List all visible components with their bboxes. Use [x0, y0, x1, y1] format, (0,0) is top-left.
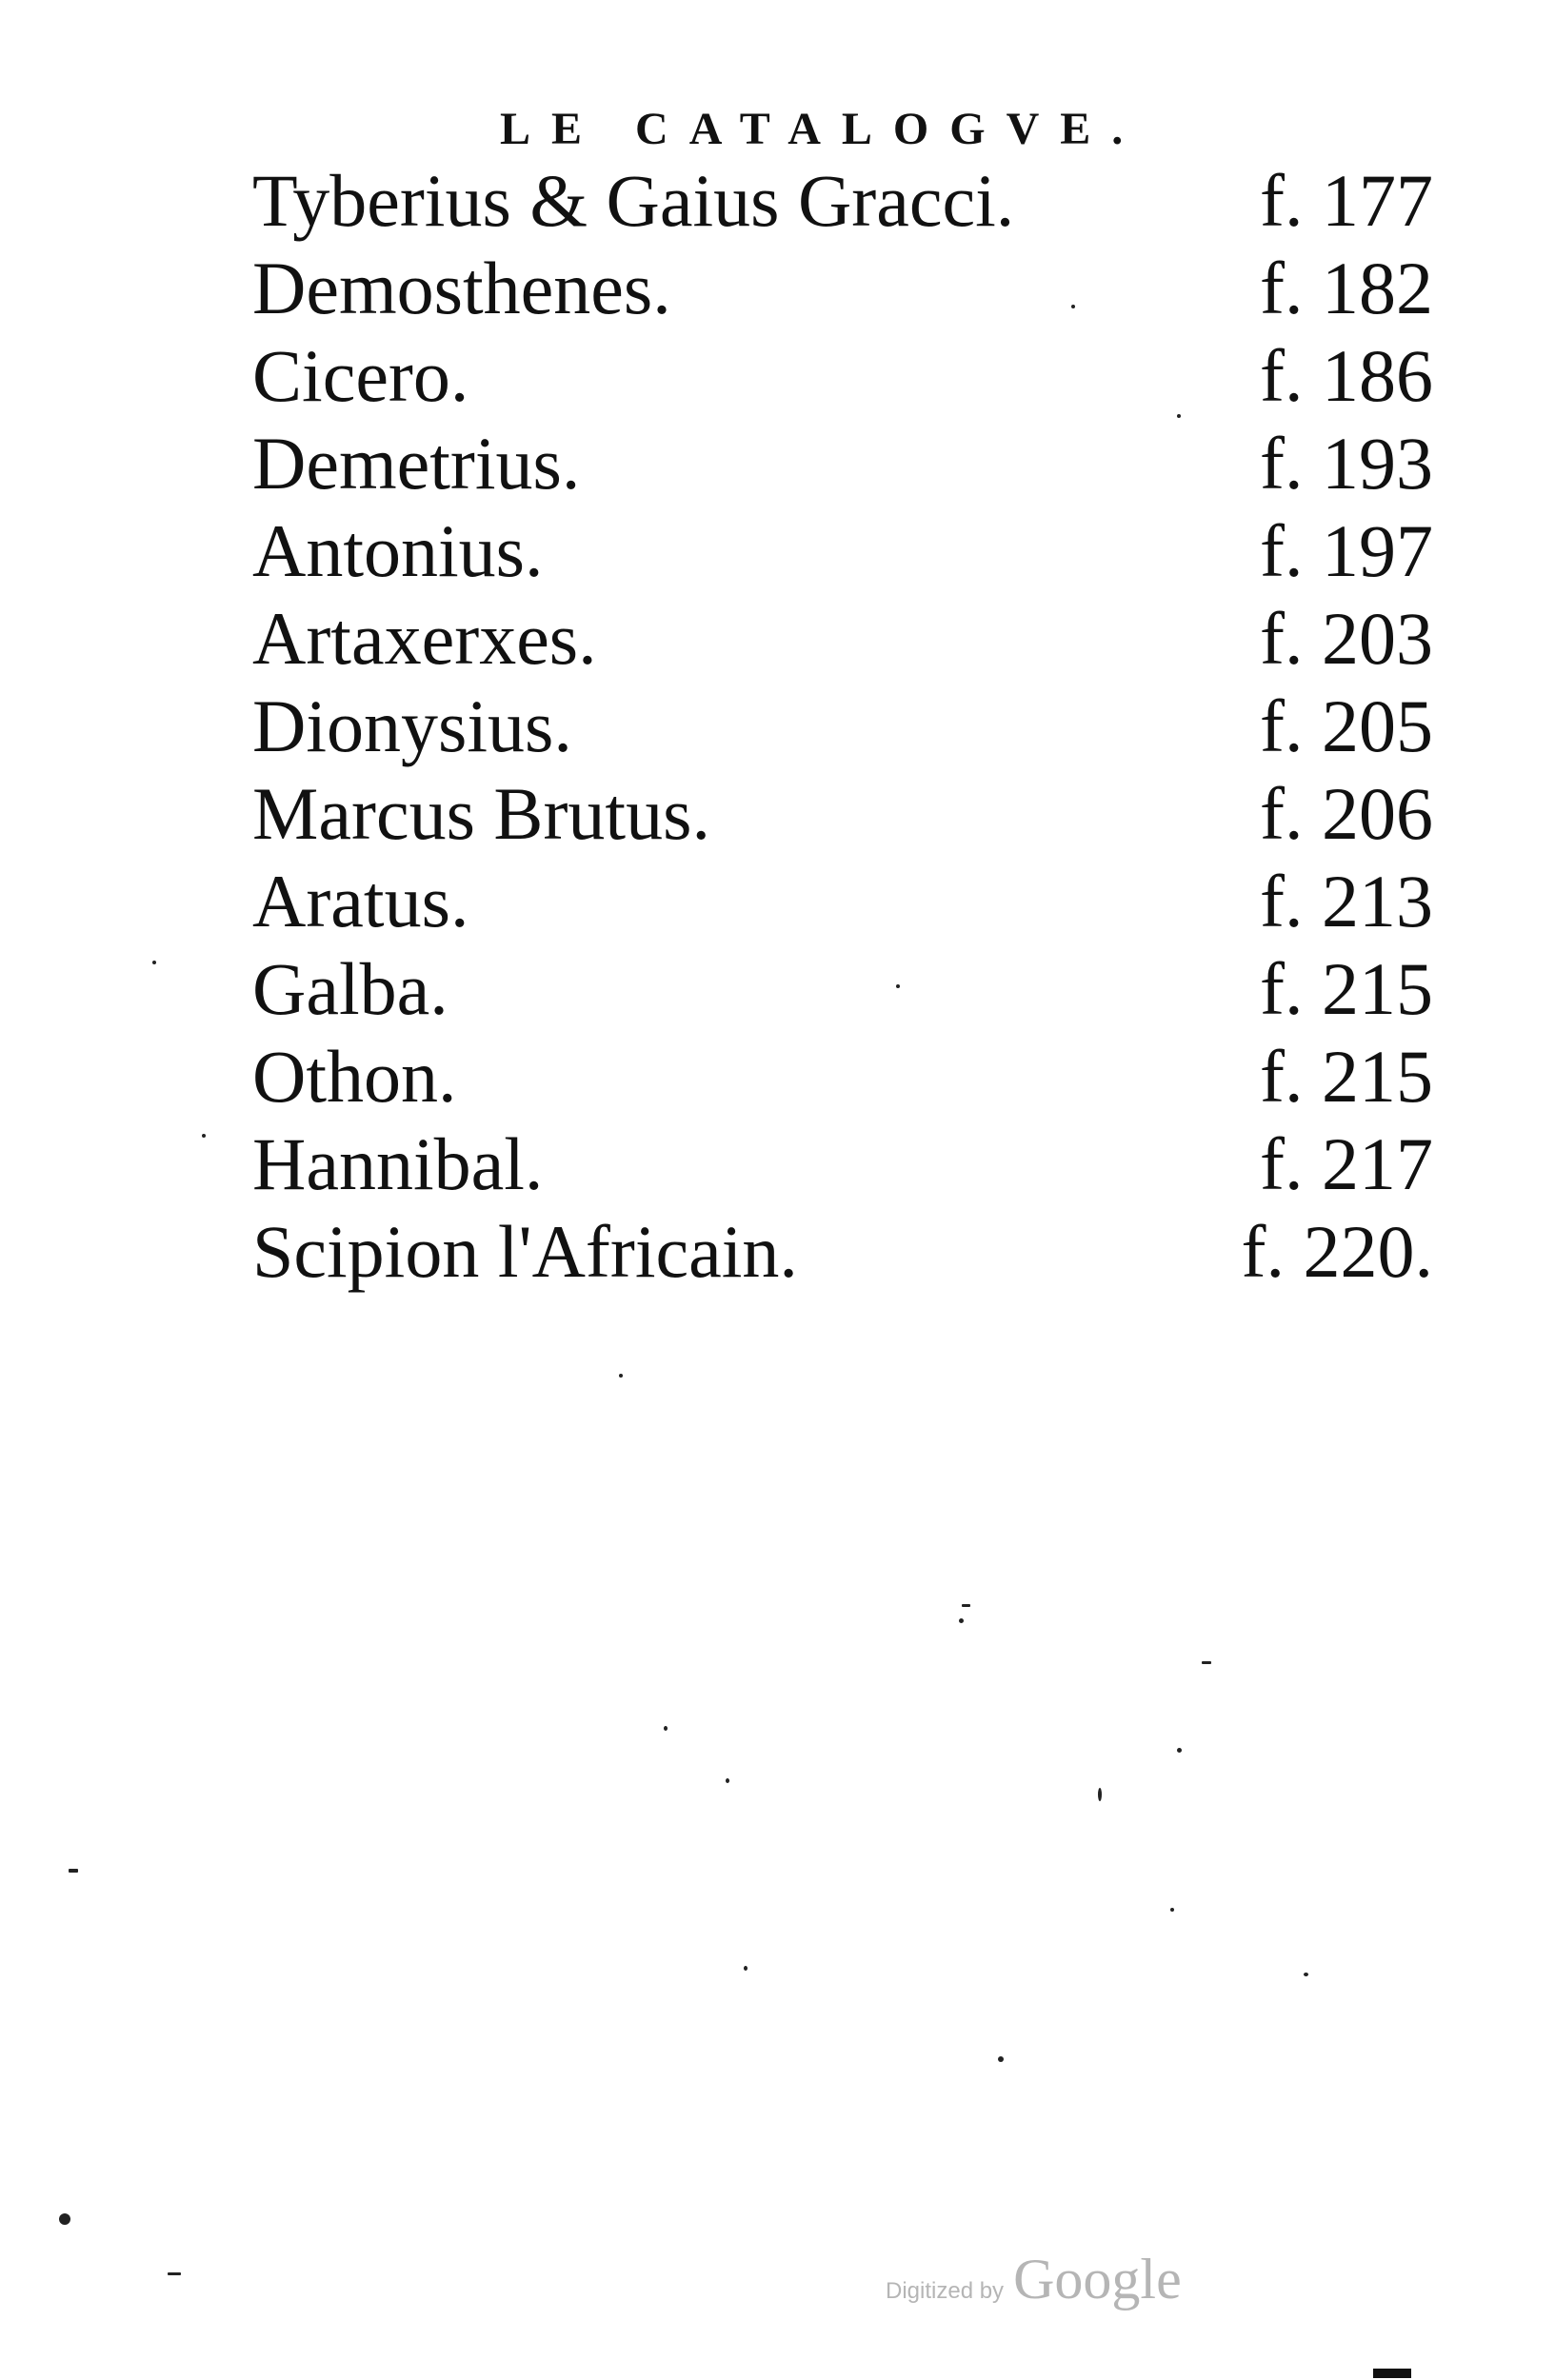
running-head: LE CATALOGVE.: [500, 104, 1145, 154]
toc-entry: [252, 945, 1433, 1033]
entry-name: Aratus.: [252, 860, 469, 942]
scan-speck: [959, 1618, 964, 1623]
digitization-watermark: [886, 2247, 1182, 2312]
entry-name: Artaxerxes.: [252, 597, 597, 680]
toc-entry: [252, 770, 1433, 858]
toc-entry: [252, 858, 1433, 945]
toc-entry: [252, 420, 1433, 507]
scan-speck: [998, 2056, 1004, 2062]
toc-entry: [252, 245, 1433, 332]
entry-folio: f. 215: [1260, 1035, 1433, 1118]
toc-entry: [252, 595, 1433, 683]
entry-name: Hannibal.: [252, 1122, 544, 1205]
scan-speck: [1170, 1908, 1174, 1912]
entry-name: Cicero.: [252, 334, 469, 417]
scan-speck: [962, 1604, 970, 1607]
entry-name: Antonius.: [252, 509, 544, 592]
entry-folio: f. 220.: [1241, 1210, 1433, 1293]
scan-speck: [619, 1374, 623, 1378]
entry-folio: f. 206: [1260, 772, 1433, 855]
toc-entry: [252, 507, 1433, 595]
scan-speck: [744, 1966, 748, 1971]
google-logo: Google: [1013, 2248, 1182, 2311]
entry-folio: f. 213: [1260, 860, 1433, 942]
scan-speck: [1177, 1748, 1182, 1753]
entry-folio: f. 217: [1260, 1122, 1433, 1205]
entry-name: Demosthenes.: [252, 247, 671, 329]
entry-name: Marcus Brutus.: [252, 772, 710, 855]
entry-folio: f. 182: [1260, 247, 1433, 329]
entry-name: Othon.: [252, 1035, 457, 1118]
entry-folio: f. 193: [1260, 422, 1433, 505]
scan-speck: [168, 2272, 181, 2275]
watermark-prefix: Digitized by: [886, 2278, 1005, 2304]
scan-speck: [152, 961, 156, 964]
toc-entry: [252, 157, 1433, 245]
table-of-contents: [252, 157, 1433, 1296]
scan-speck: [202, 1134, 206, 1138]
toc-entry: [252, 1033, 1433, 1121]
entry-name: Demetrius.: [252, 422, 581, 505]
entry-folio: f. 205: [1260, 684, 1433, 767]
entry-folio: f. 215: [1260, 947, 1433, 1030]
entry-name: Galba.: [252, 947, 449, 1030]
scan-speck: [726, 1778, 729, 1783]
scan-speck: [896, 984, 900, 988]
entry-folio: f. 177: [1260, 159, 1433, 242]
toc-entry: [252, 332, 1433, 420]
toc-entry: [252, 683, 1433, 770]
scan-speck: [1202, 1661, 1211, 1664]
page-edge-mark: [1373, 2369, 1411, 2378]
scan-speck: [59, 2213, 70, 2225]
entry-folio: f. 203: [1260, 597, 1433, 680]
scan-speck: [1071, 305, 1075, 308]
entry-name: Dionysius.: [252, 684, 572, 767]
toc-entry: [252, 1208, 1433, 1296]
scan-speck: [1098, 1788, 1102, 1801]
scan-speck: [69, 1869, 78, 1873]
entry-name: Scipion l'Africain.: [252, 1210, 798, 1293]
scan-speck: [664, 1726, 668, 1731]
entry-folio: f. 186: [1260, 334, 1433, 417]
scan-speck: [1177, 414, 1181, 418]
scan-speck: [1304, 1973, 1308, 1976]
toc-entry: [252, 1121, 1433, 1208]
entry-name: Tyberius & Gaius Gracci.: [252, 159, 1015, 242]
entry-folio: f. 197: [1260, 509, 1433, 592]
